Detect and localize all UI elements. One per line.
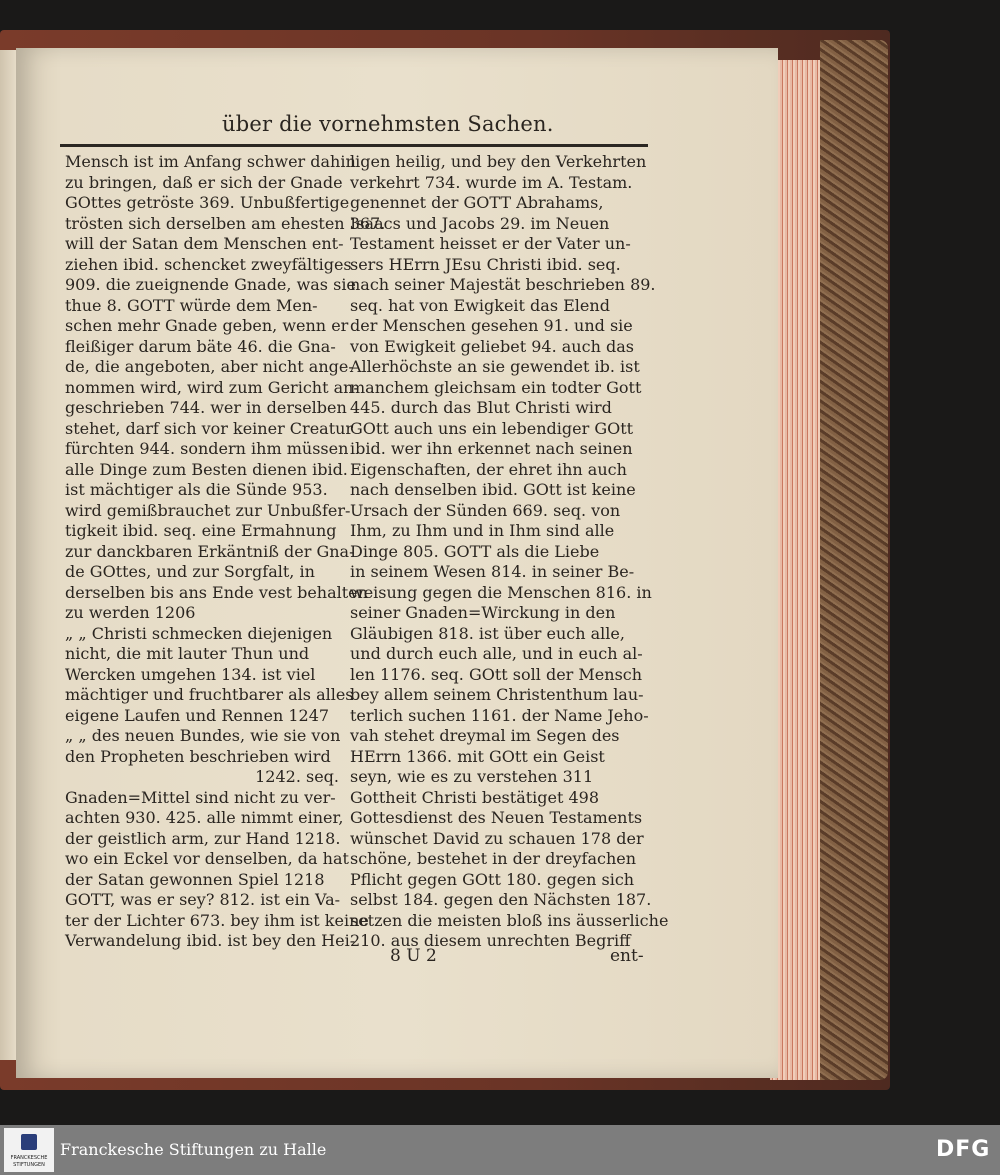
text-line: de GOttes, und zur Sorgfalt, in — [65, 562, 315, 581]
text-line: Gottheit Christi bestätiget 498 — [350, 787, 600, 807]
text-line: fürchten 944. sondern ihm müssen — [65, 439, 349, 458]
text-line: sers HErrn JEsu Christi ibid. seq. — [350, 254, 621, 274]
text-line: nicht, die mit lauter Thun und — [65, 644, 310, 663]
logo-text-line2: STIFTUNGEN — [13, 1162, 45, 1168]
text-line: 445. durch das Blut Christi wird — [350, 398, 612, 417]
text-line: achten 930. 425. alle nimmt einer, — [65, 808, 344, 827]
text-line: GOTT, was er sey? 812. ist ein Va- — [65, 890, 341, 909]
text-line: 909. die zueignende Gnade, was sie — [65, 275, 356, 294]
text-line: nach denselben ibid. GOtt ist keine — [350, 480, 636, 499]
text-line: nommen wird, wird zum Gericht an- — [65, 377, 359, 397]
text-line: zu werden 1206 — [65, 603, 196, 622]
text-line: Allerhöchste an sie gewendet ib. ist — [350, 357, 640, 376]
text-line: genennet der GOTT Abrahams, — [350, 193, 604, 212]
text-line: weisung gegen die Menschen 816. in — [350, 582, 652, 602]
text-line: len 1176. seq. GOtt soll der Mensch — [350, 664, 643, 684]
text-line: trösten sich derselben am ehesten 367. — [65, 213, 386, 233]
text-line: Isaacs und Jacobs 29. im Neuen — [350, 213, 610, 233]
text-line: in seinem Wesen 814. in seiner Be- — [350, 562, 635, 581]
text-line: GOtt auch uns ein lebendiger GOtt — [350, 418, 634, 438]
catchword: ent- — [610, 946, 644, 966]
text-line: Gnaden=Mittel sind nicht zu ver- — [65, 787, 336, 807]
text-line: ibid. wer ihn erkennet nach seinen — [350, 439, 633, 458]
running-title: über die vornehmsten Sachen. — [222, 112, 554, 136]
text-line: von Ewigkeit geliebet 94. auch das — [350, 336, 634, 356]
text-line: eigene Laufen und Rennen 1247 — [65, 705, 330, 725]
text-line: und durch euch alle, und in euch al- — [350, 644, 643, 663]
text-line: nach seiner Majestät beschrieben 89. — [350, 275, 656, 294]
text-line: Wercken umgehen 134. ist viel — [65, 664, 316, 684]
text-line: Eigenschaften, der ehret ihn auch — [350, 459, 627, 479]
text-line: bey allem seinem Christenthum lau- — [350, 685, 644, 704]
text-line: Mensch ist im Anfang schwer dahin — [65, 152, 356, 171]
text-line: stehet, darf sich vor keiner Creatur — [65, 418, 354, 438]
text-line: manchem gleichsam ein todter Gott — [350, 377, 642, 397]
text-line: zur danckbaren Erkäntniß der Gna- — [65, 541, 355, 561]
text-line: wo ein Eckel vor denselben, da hat — [65, 849, 349, 868]
signature-mark: 8 U 2 — [390, 946, 437, 966]
text-line: derselben bis ans Ende vest behalten — [65, 582, 368, 602]
dfg-logo[interactable]: DFG — [936, 1137, 991, 1162]
text-line: setzen die meisten bloß ins äusserliche — [350, 910, 669, 930]
text-line: Testament heisset er der Vater un- — [350, 234, 631, 253]
cover-marbled-edge — [820, 40, 888, 1080]
text-line: der geistlich arm, zur Hand 1218. — [65, 828, 341, 848]
right-column — [350, 152, 669, 952]
text-line: HErrn 1366. mit GOtt ein Geist — [350, 746, 605, 766]
text-line: der Menschen gesehen 91. und sie — [350, 316, 633, 335]
text-line: tigkeit ibid. seq. eine Ermahnung — [65, 521, 337, 540]
text-line: zu bringen, daß er sich der Gnade — [65, 172, 343, 192]
text-line: ligen heilig, und bey den Verkehrten — [350, 152, 647, 171]
text-line: 1242. seq. — [255, 767, 339, 786]
logo-emblem-icon — [21, 1134, 37, 1150]
text-line: ziehen ibid. schencket zweyfältiges — [65, 254, 352, 274]
text-line: vah stehet dreymal im Segen des — [350, 726, 620, 745]
text-line: seiner Gnaden=Wirckung in den — [350, 603, 616, 622]
text-line: wünschet David zu schauen 178 der — [350, 828, 644, 848]
text-line: Ihm, zu Ihm und in Ihm sind alle — [350, 521, 615, 540]
institution-name[interactable]: Franckesche Stiftungen zu Halle — [60, 1140, 327, 1159]
text-line: selbst 184. gegen den Nächsten 187. — [350, 890, 652, 909]
text-line: ter der Lichter 673. bey ihm ist keine — [65, 910, 369, 930]
text-line: Verwandelung ibid. ist bey den Hei- — [65, 931, 356, 950]
text-line: Ursach der Sünden 669. seq. von — [350, 500, 621, 520]
text-line: mächtiger und fruchtbarer als alles — [65, 685, 354, 704]
text-line: Gläubigen 818. ist über euch alle, — [350, 623, 625, 643]
text-line: verkehrt 734. wurde im A. Testam. — [350, 172, 633, 192]
text-line: geschrieben 744. wer in derselben — [65, 398, 347, 417]
text-line: seq. hat von Ewigkeit das Elend — [350, 295, 610, 315]
text-line: terlich suchen 1161. der Name Jeho- — [350, 705, 649, 725]
text-line: „ „ des neuen Bundes, wie sie von — [65, 726, 341, 745]
text-line: wird gemißbrauchet zur Unbußfer- — [65, 500, 351, 520]
text-line: GOttes getröste 369. Unbußfertige — [65, 193, 350, 212]
text-line: de, die angeboten, aber nicht ange- — [65, 357, 354, 376]
text-line: schen mehr Gnade geben, wenn er — [65, 316, 349, 335]
text-line: schöne, bestehet in der dreyfachen — [350, 849, 637, 868]
institution-logo[interactable] — [4, 1128, 54, 1172]
text-line: 210. aus diesem unrechten Begriff — [350, 931, 631, 950]
header-rule — [60, 144, 648, 147]
text-line: fleißiger darum bäte 46. die Gna- — [65, 336, 336, 356]
text-line: Pflicht gegen GOtt 180. gegen sich — [350, 869, 635, 889]
text-line: den Propheten beschrieben wird — [65, 746, 331, 766]
text-line: seyn, wie es zu verstehen 311 — [350, 767, 594, 786]
left-column — [65, 152, 386, 952]
text-line: „ „ Christi schmecken diejenigen — [65, 623, 333, 643]
text-line: der Satan gewonnen Spiel 1218 — [65, 869, 325, 889]
text-line: Dinge 805. GOTT als die Liebe — [350, 541, 600, 561]
text-line: ist mächtiger als die Sünde 953. — [65, 480, 328, 499]
text-line: alle Dinge zum Besten dienen ibid. — [65, 459, 348, 479]
text-line: Gottesdienst des Neuen Testaments — [350, 808, 643, 827]
text-line: will der Satan dem Menschen ent- — [65, 234, 344, 253]
logo-text-line1: FRANCKESCHE — [10, 1155, 48, 1161]
text-line: thue 8. GOTT würde dem Men- — [65, 295, 318, 315]
